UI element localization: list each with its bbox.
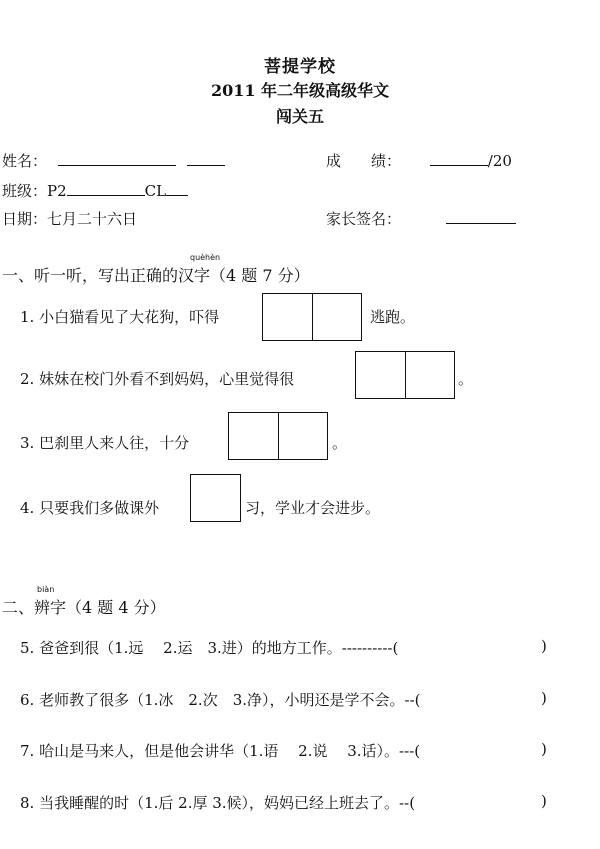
class-suffix: CL [144,182,167,200]
parent-signature-line [446,209,516,224]
class-field [2,180,188,201]
pinyin-bian: biàn [37,585,55,594]
score-line [430,151,488,166]
answer-paren-5[interactable]: ) [541,637,547,655]
question-2-after: 。 [458,370,474,388]
pinyin-hen: hèn [205,253,221,262]
score-total: /20 [487,152,512,170]
question-3-text: 3. 巴刹里人来人往，十分 [20,434,190,452]
answer-box-2[interactable] [355,351,455,399]
question-3-after: 。 [332,434,348,452]
class-line [67,181,145,196]
parent-signature-field [326,208,516,229]
class-label: 班级：P2 [2,182,67,200]
question-4-text: 4. 只要我们多做课外 [20,499,160,517]
question-8-text: 8. 当我睡醒的时（1.后 2.厚 3.候），妈妈已经上班去了。--( [20,794,416,812]
name-label: 姓名： [2,152,48,170]
name-field [2,150,225,171]
answer-paren-7[interactable]: ) [541,740,547,758]
question-7-text: 7. 哈山是马来人，但是他会讲华（1.语 2.说 3.话）。---( [20,742,421,760]
question-2-text: 2. 妹妹在校门外看不到妈妈，心里觉得很 [20,370,295,388]
answer-box-4[interactable] [190,474,241,522]
class-line-2 [166,181,188,196]
answer-box-1[interactable] [262,293,362,341]
parent-signature-label: 家长签名： [326,210,402,228]
date-field: 日期：七月二十六日 [2,210,138,228]
pinyin-que: què [190,253,206,262]
worksheet-level: 闯关五 [275,107,324,126]
answer-box-3[interactable] [228,412,328,460]
score-label: 成 绩： [326,152,402,170]
name-line-2 [187,151,225,166]
question-6-text: 6. 老师教了很多（1.冰 2.次 3.净），小明还是学不会。--( [20,691,421,709]
section1-title: 一、听一听，写出正确的汉字（4 题 7 分） [2,266,310,285]
answer-paren-6[interactable]: ) [541,689,547,707]
question-1-after: 逃跑。 [370,308,416,326]
question-5-text: 5. 爸爸到很（1.远 2.运 3.进）的地方工作。----------( [20,639,399,657]
score-field [326,150,512,171]
question-1-text: 1. 小白猫看见了大花狗，吓得 [20,308,220,326]
worksheet-subtitle: 2011 年二年级高级华文 [210,81,390,100]
name-line [58,151,176,166]
question-4-after: 习，学业才会进步。 [245,499,381,517]
answer-paren-8[interactable]: ) [541,792,547,810]
section2-title: 二、辨字（4 题 4 分） [2,598,166,617]
school-name: 菩提学校 [264,57,336,77]
